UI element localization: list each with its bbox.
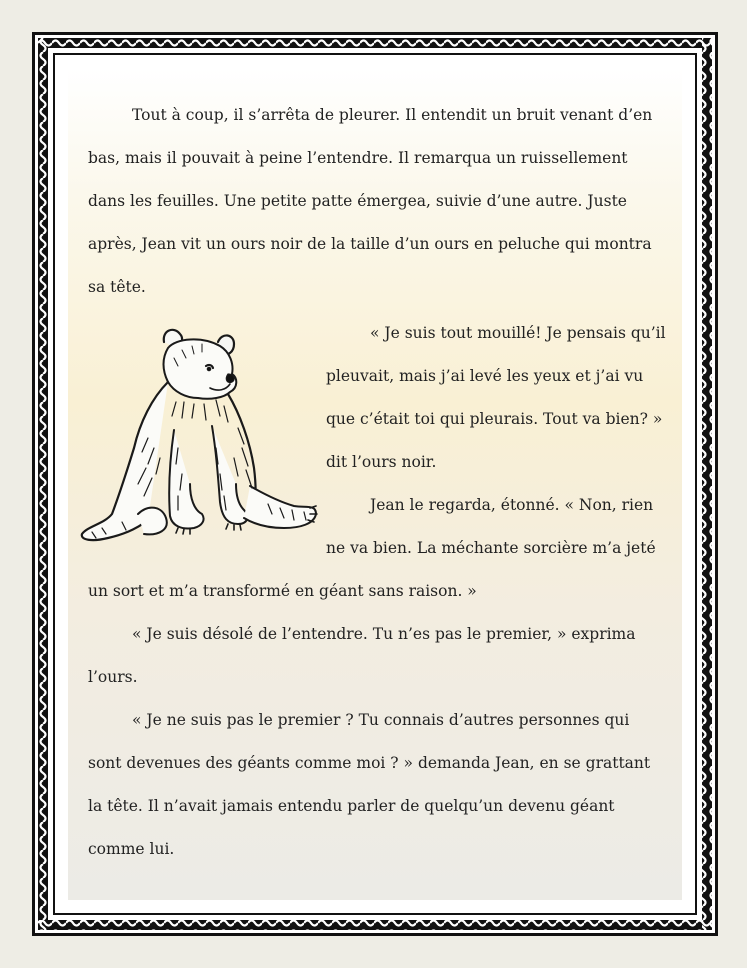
paragraph-2: « Je suis tout mouillé! Je pensais qu’il pleuvait, mais j’ai levé les yeux et j’ai vu que c’était toi qui pleurais. Tout va bien? » dit l’ours noir.	[326, 324, 666, 471]
paragraph-3-wrapped: Jean le regarda, étonné. « Non, rien ne va bien. La méchante sorcière m’a jeté	[326, 496, 656, 557]
paragraph-4: « Je suis désolé de l’entendre. Tu n’es pas le premier, » exprima l’ours.	[88, 625, 636, 686]
paragraph-3-continued: un sort et m’a transformé en géant sans raison. »	[88, 582, 477, 600]
paragraph-5: « Je ne suis pas le premier ? Tu connais d’autres personnes qui sont devenues des géants comme moi ? » demanda Jean, en se grattant la tête. Il n’avait jamais entendu parler de quelqu’un devenu géant comme lui.	[88, 711, 651, 858]
paragraph-1: Tout à coup, il s’arrêta de pleurer. Il entendit un bruit venant d’en bas, mais il pouvait à peine l’entendre. Il remarqua un ruissellement dans les feuilles. Une petite patte émergea, suivie d’une autre. Juste après, Jean vit un ours noir de la taille d’un ours en peluche qui montra sa tête.	[88, 106, 653, 296]
bear-illustration-icon	[78, 318, 320, 546]
